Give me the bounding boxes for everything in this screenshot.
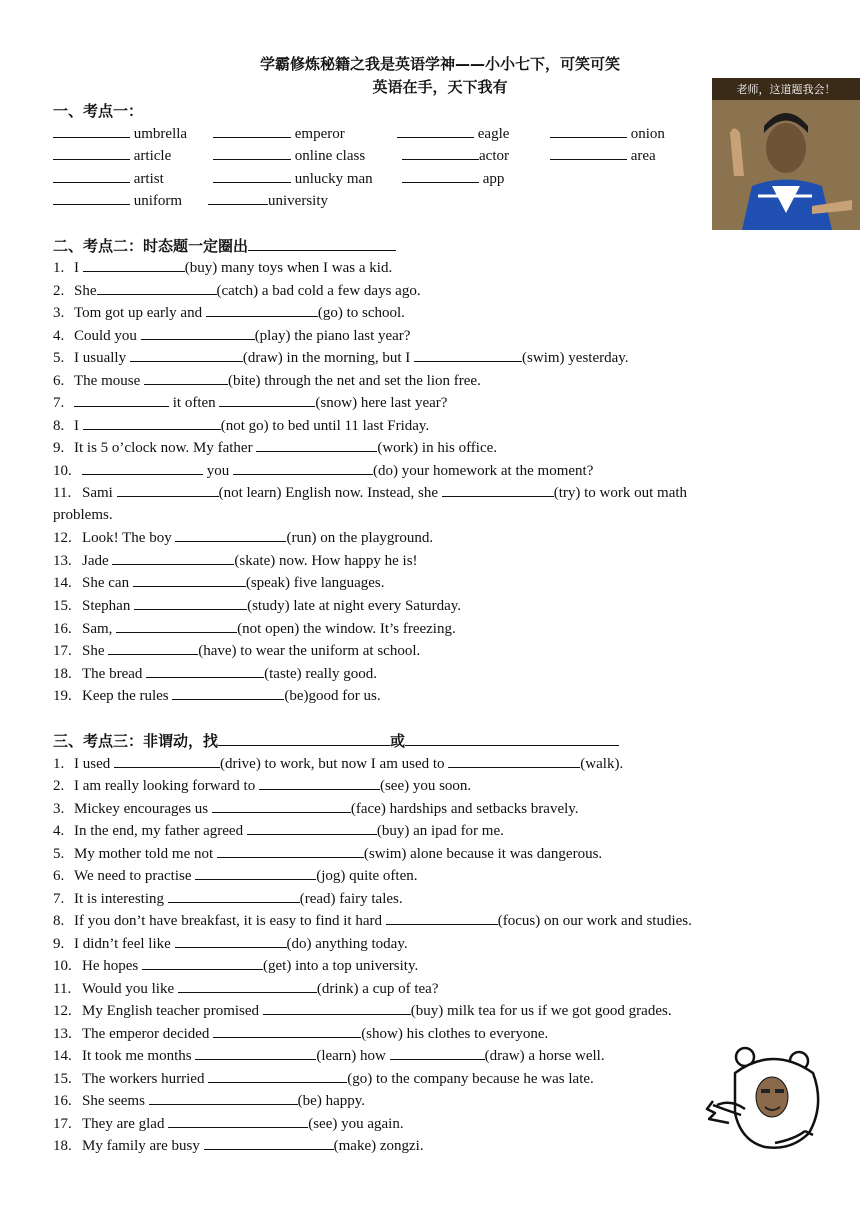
question-3-11: 11. Would you like (drink) a cup of tea? xyxy=(53,978,438,999)
question-2-13: 13. Jade (skate) now. How happy he is! xyxy=(53,550,418,571)
answer-blank[interactable] xyxy=(53,123,130,138)
vocab-item: artist xyxy=(53,168,164,188)
answer-blank[interactable] xyxy=(142,955,263,970)
section2-heading: 二、考点二：时态题一定圈出 xyxy=(53,235,396,256)
question-2-9: 9. It is 5 o’clock now. My father (work) in his office. xyxy=(53,437,497,458)
answer-blank[interactable] xyxy=(53,145,130,160)
answer-blank[interactable] xyxy=(386,910,498,925)
answer-blank[interactable] xyxy=(402,168,479,183)
question-2-16: 16. Sam, (not open) the window. It’s freezing. xyxy=(53,618,456,639)
answer-blank[interactable] xyxy=(83,415,221,430)
answer-blank[interactable] xyxy=(108,640,198,655)
answer-blank[interactable] xyxy=(130,347,243,362)
question-2-1: 1. I (buy) many toys when I was a kid. xyxy=(53,257,392,278)
answer-blank[interactable] xyxy=(116,618,237,633)
question-3-13: 13. The emperor decided (show) his clothes to everyone. xyxy=(53,1023,548,1044)
answer-blank[interactable] xyxy=(168,888,300,903)
question-2-17: 17. She (have) to wear the uniform at school. xyxy=(53,640,420,661)
vocab-item: onion xyxy=(550,123,665,143)
answer-blank[interactable] xyxy=(414,347,522,362)
answer-blank[interactable] xyxy=(172,685,284,700)
answer-blank[interactable] xyxy=(213,145,291,160)
question-2-5: 5. I usually (draw) in the morning, but I (swim) yesterday. xyxy=(53,347,629,368)
answer-blank[interactable] xyxy=(219,392,315,407)
question-2-18: 18. The bread (taste) really good. xyxy=(53,663,377,684)
answer-blank[interactable] xyxy=(390,1045,485,1060)
question-2-11: 11. Sami (not learn) English now. Instead, she (try) to work out math xyxy=(53,482,687,503)
question-2-4: 4. Could you (play) the piano last year? xyxy=(53,325,410,346)
answer-blank[interactable] xyxy=(74,392,169,407)
answer-blank[interactable] xyxy=(114,753,220,768)
question-2-15: 15. Stephan (study) late at night every Saturday. xyxy=(53,595,461,616)
question-3-14: 14. It took me months (learn) how (draw) a horse well. xyxy=(53,1045,605,1066)
answer-blank[interactable] xyxy=(134,595,247,610)
answer-blank[interactable] xyxy=(247,820,377,835)
answer-blank[interactable] xyxy=(208,1068,347,1083)
vocab-item: app xyxy=(402,168,504,188)
answer-blank[interactable] xyxy=(112,550,234,565)
question-3-3: 3. Mickey encourages us (face) hardships and setbacks bravely. xyxy=(53,798,579,819)
answer-blank[interactable] xyxy=(550,123,627,138)
question-2-14: 14. She can (speak) five languages. xyxy=(53,572,385,593)
question-2-3: 3. Tom got up early and (go) to school. xyxy=(53,302,405,323)
answer-blank[interactable] xyxy=(149,1090,298,1105)
answer-blank[interactable] xyxy=(204,1135,334,1150)
bear-pointing-meme xyxy=(705,1043,823,1155)
answer-blank[interactable] xyxy=(83,257,185,272)
answer-blank[interactable] xyxy=(397,123,474,138)
vocab-item: actor xyxy=(402,145,509,165)
question-3-2: 2. I am really looking forward to (see) you soon. xyxy=(53,775,471,796)
vocab-item: eagle xyxy=(397,123,509,143)
answer-blank[interactable] xyxy=(97,280,217,295)
vocab-item: area xyxy=(550,145,656,165)
question-3-6: 6. We need to practise (jog) quite often. xyxy=(53,865,417,886)
answer-blank[interactable] xyxy=(217,843,364,858)
vocab-item: unlucky man xyxy=(213,168,373,188)
answer-blank[interactable] xyxy=(195,1045,316,1060)
answer-blank[interactable] xyxy=(175,527,286,542)
question-3-7: 7. It is interesting (read) fairy tales. xyxy=(53,888,403,909)
answer-blank[interactable] xyxy=(178,978,317,993)
answer-blank[interactable] xyxy=(82,460,203,475)
question-3-10: 10. He hopes (get) into a top university. xyxy=(53,955,418,976)
teacher-meme-image xyxy=(712,78,860,230)
answer-blank[interactable] xyxy=(175,933,287,948)
question-3-16: 16. She seems (be) happy. xyxy=(53,1090,365,1111)
heading-blank[interactable] xyxy=(218,731,390,746)
question-3-1: 1. I used (drive) to work, but now I am used to (walk). xyxy=(53,753,623,774)
answer-blank[interactable] xyxy=(141,325,255,340)
question-3-9: 9. I didn’t feel like (do) anything today. xyxy=(53,933,408,954)
question-3-15: 15. The workers hurried (go) to the company because he was late. xyxy=(53,1068,594,1089)
answer-blank[interactable] xyxy=(117,482,219,497)
answer-blank[interactable] xyxy=(263,1000,411,1015)
answer-blank[interactable] xyxy=(168,1113,308,1128)
vocab-item: emperor xyxy=(213,123,345,143)
meme-caption: 老师，这道题我会！ xyxy=(736,83,836,96)
question-3-8: 8. If you don’t have breakfast, it is easy to find it hard (focus) on our work and studies. xyxy=(53,910,692,931)
question-2-12: 12. Look! The boy (run) on the playground. xyxy=(53,527,433,548)
answer-blank[interactable] xyxy=(208,190,268,205)
question-2-8: 8. I (not go) to bed until 11 last Friday. xyxy=(53,415,429,436)
question-2-2: 2. She (catch) a bad cold a few days ago. xyxy=(53,280,421,301)
answer-blank[interactable] xyxy=(144,370,228,385)
vocab-item: uniform xyxy=(53,190,182,210)
answer-blank[interactable] xyxy=(53,168,130,183)
question-3-4: 4. In the end, my father agreed (buy) an ipad for me. xyxy=(53,820,504,841)
question-2-10: 10. you (do) your homework at the moment? xyxy=(53,460,593,481)
vocab-item: university xyxy=(208,190,328,210)
answer-blank[interactable] xyxy=(213,123,291,138)
answer-blank[interactable] xyxy=(256,437,377,452)
answer-blank[interactable] xyxy=(133,572,246,587)
answer-blank[interactable] xyxy=(448,753,580,768)
answer-blank[interactable] xyxy=(213,168,291,183)
heading-blank[interactable] xyxy=(405,731,619,746)
answer-blank[interactable] xyxy=(233,460,373,475)
answer-blank[interactable] xyxy=(206,302,318,317)
vocab-item: article xyxy=(53,145,171,165)
question-2-6: 6. The mouse (bite) through the net and set the lion free. xyxy=(53,370,481,391)
question-3-5: 5. My mother told me not (swim) alone because it was dangerous. xyxy=(53,843,602,864)
answer-blank[interactable] xyxy=(195,865,316,880)
section1-heading: 一、考点一： xyxy=(53,102,144,120)
question-2-11-cont: problems. xyxy=(53,507,113,523)
worksheet-title: 学霸修炼秘籍之我是英语学神——小小七下，可笑可笑 xyxy=(259,55,620,73)
answer-blank[interactable] xyxy=(259,775,380,790)
answer-blank[interactable] xyxy=(402,145,479,160)
answer-blank[interactable] xyxy=(213,1023,361,1038)
answer-blank[interactable] xyxy=(550,145,627,160)
answer-blank[interactable] xyxy=(53,190,130,205)
heading-blank[interactable] xyxy=(248,236,396,251)
section3-heading: 三、考点三：非谓动，找 或 xyxy=(53,730,619,751)
question-3-12: 12. My English teacher promised (buy) milk tea for us if we got good grades. xyxy=(53,1000,672,1021)
question-2-19: 19. Keep the rules (be)good for us. xyxy=(53,685,381,706)
answer-blank[interactable] xyxy=(212,798,351,813)
vocab-item: online class xyxy=(213,145,365,165)
answer-blank[interactable] xyxy=(442,482,554,497)
vocab-item: umbrella xyxy=(53,123,187,143)
worksheet-subtitle: 英语在手，天下我有 xyxy=(372,78,508,96)
question-2-7: 7. it often (snow) here last year? xyxy=(53,392,447,413)
answer-blank[interactable] xyxy=(146,663,264,678)
question-3-18: 18. My family are busy (make) zongzi. xyxy=(53,1135,424,1156)
question-3-17: 17. They are glad (see) you again. xyxy=(53,1113,404,1134)
